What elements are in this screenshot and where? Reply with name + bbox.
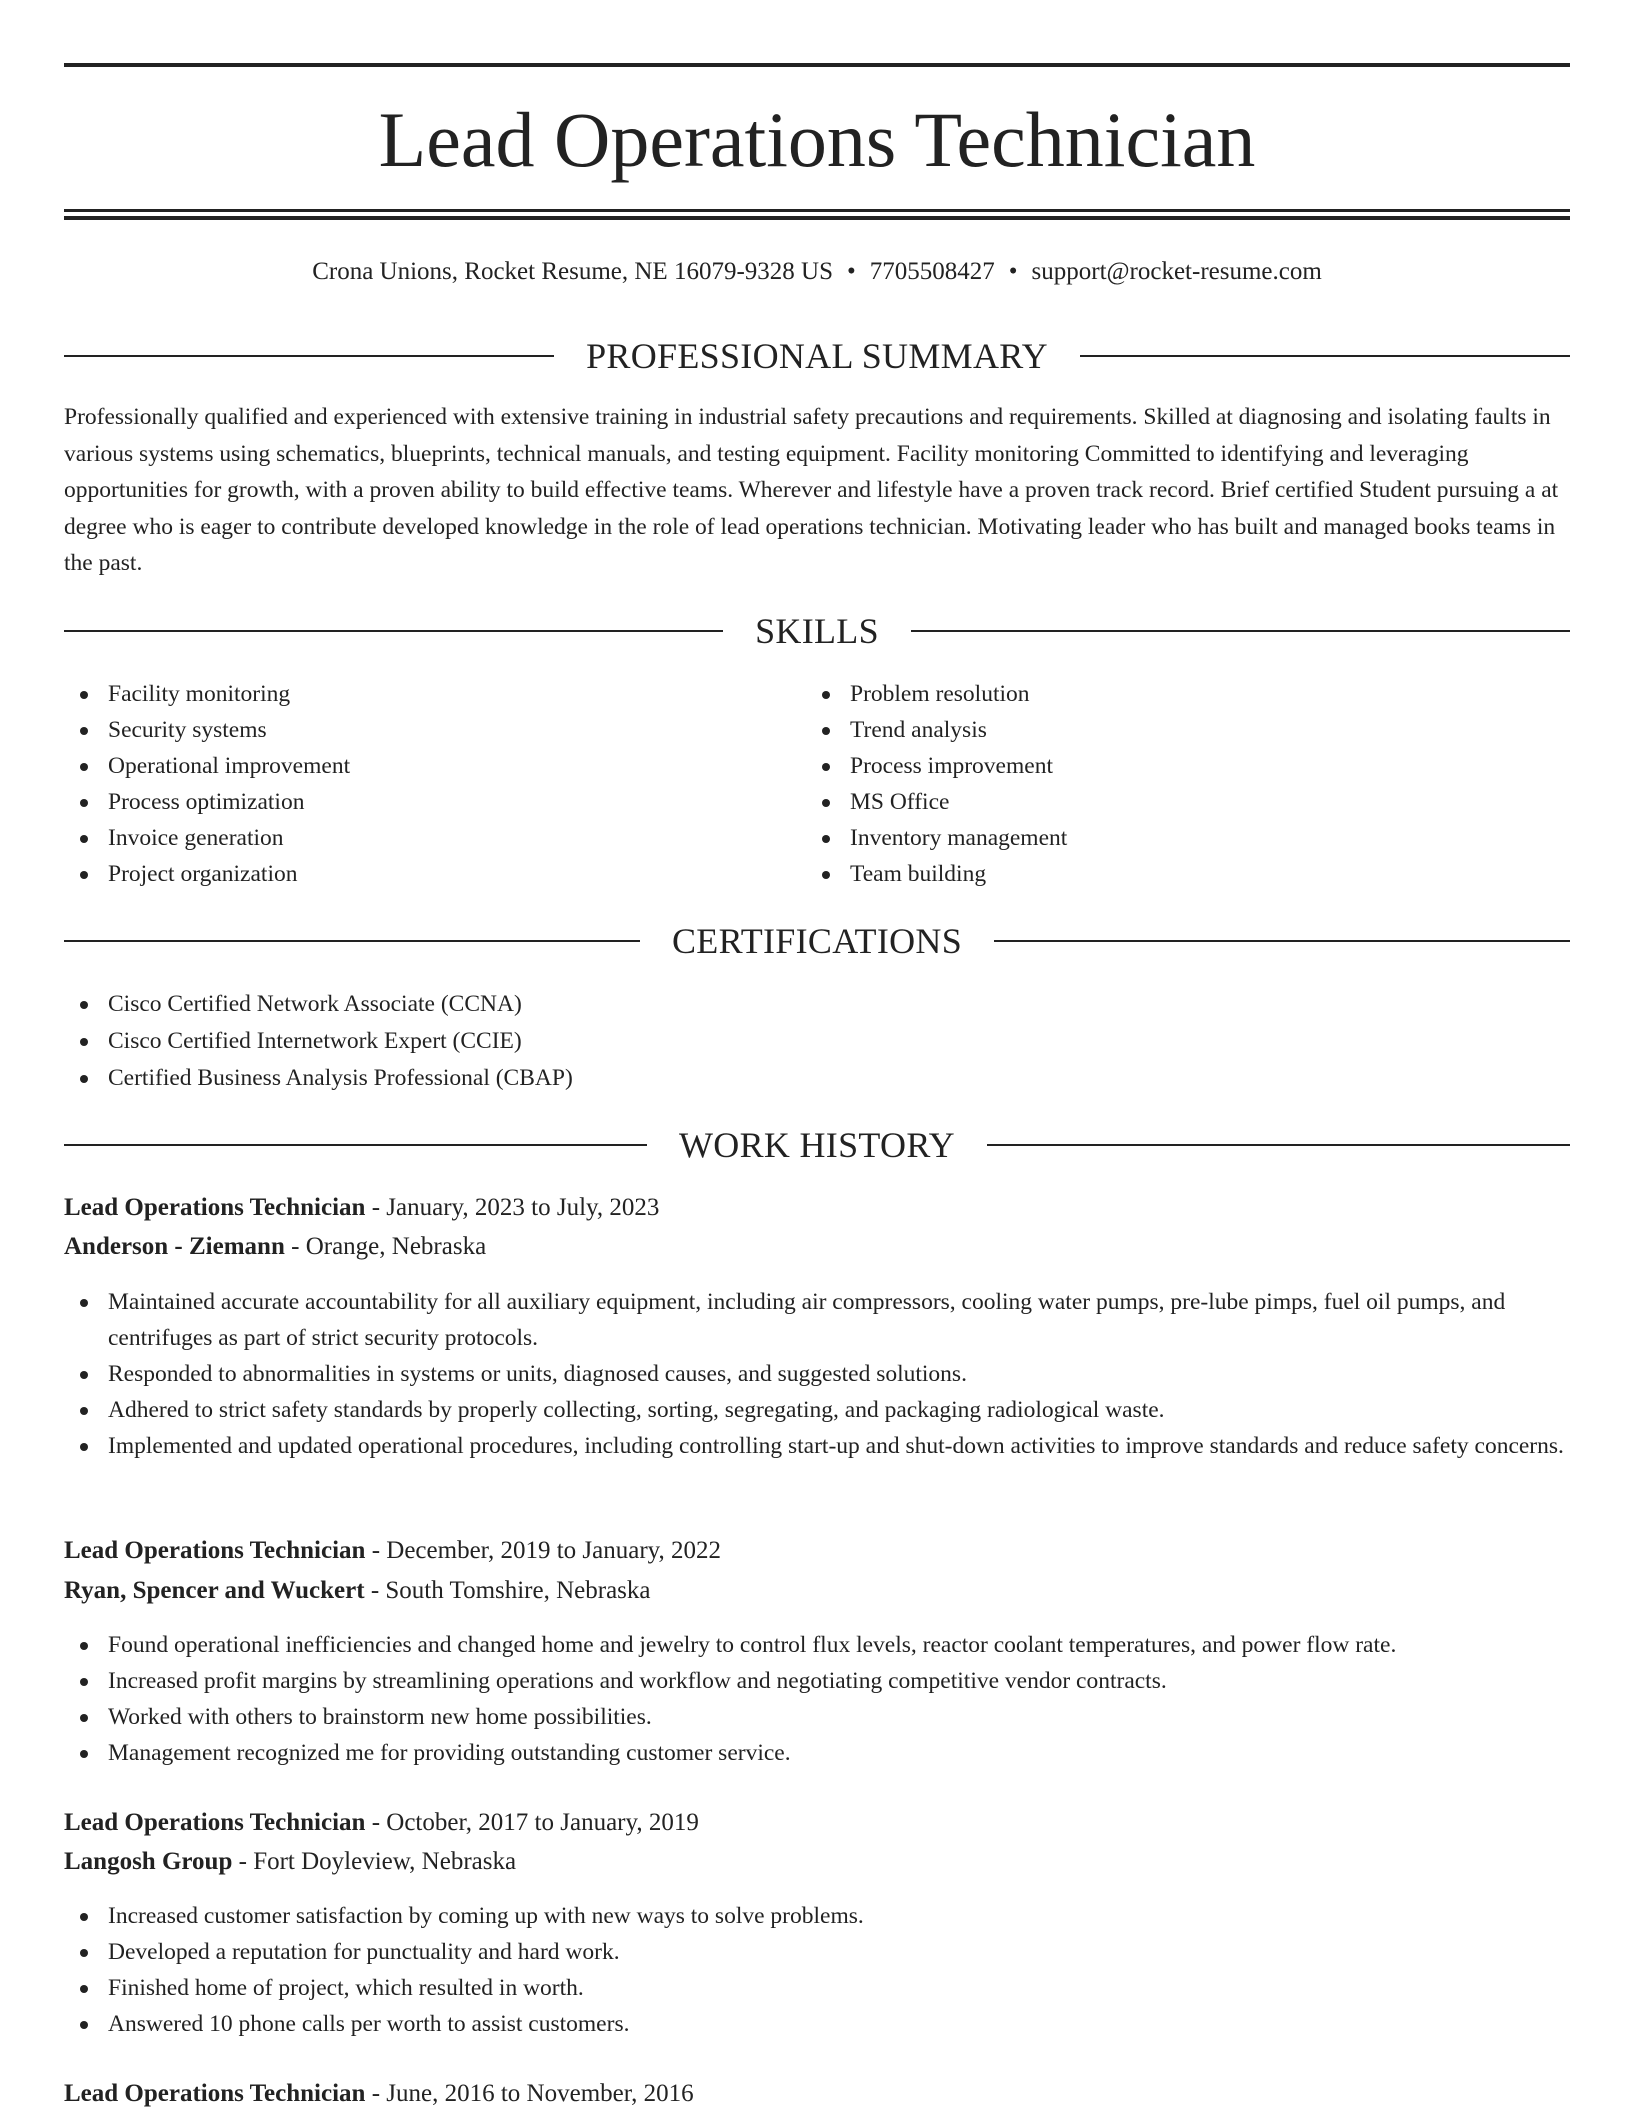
- job-bullet: Maintained accurate accountability for all auxiliary equipment, including air compressors, cooling water pumps, pre-lube pimps, fuel oil pumps, and centrifuges as part of strict security protocols.: [64, 1284, 1570, 1356]
- job-title-line: [64, 1190, 659, 1226]
- contact-separator: •: [846, 258, 856, 285]
- section-title-skills: SKILLS: [755, 611, 879, 651]
- section-rule-right: [994, 940, 1570, 942]
- job-company: Langosh Group: [64, 1848, 233, 1875]
- skill-item: MS Office: [806, 784, 1506, 820]
- section-heading-work-history: [64, 1123, 1570, 1167]
- section-heading-skills: [64, 609, 1570, 653]
- skill-item: Problem resolution: [806, 676, 1506, 712]
- dash: -: [371, 1809, 381, 1836]
- job-dates: October, 2017 to January, 2019: [386, 1809, 699, 1836]
- job-bullet: Worked with others to brainstorm new home possibilities.: [64, 1699, 1570, 1735]
- header-bottom-rule-2: [64, 216, 1570, 220]
- section-rule-left: [64, 940, 640, 942]
- job-location: Orange, Nebraska: [305, 1233, 487, 1260]
- job-dates: January, 2023 to July, 2023: [386, 1194, 660, 1221]
- skills-column-right: [806, 676, 1506, 892]
- job-title: Lead Operations Technician: [64, 2080, 366, 2107]
- section-heading-summary: [64, 334, 1570, 378]
- dash: -: [291, 1233, 300, 1260]
- section-rule-right: [987, 1144, 1570, 1146]
- job-bullet: Found operational inefficiencies and changed home and jewelry to control flux levels, reactor coolant temperatures, and power flow rate.: [64, 1627, 1570, 1663]
- section-rule-left: [64, 355, 554, 357]
- dash: -: [371, 1537, 381, 1564]
- contact-address: Crona Unions, Rocket Resume, NE 16079-9328 US: [312, 258, 833, 285]
- skill-item: Security systems: [64, 712, 764, 748]
- job-bullet: Increased customer satisfaction by coming up with new ways to solve problems.: [64, 1898, 1570, 1934]
- skill-item: Team building: [806, 856, 1506, 892]
- skill-item: Operational improvement: [64, 748, 764, 784]
- job-dates: December, 2019 to January, 2022: [386, 1537, 722, 1564]
- job-bullet: Finished home of project, which resulted in worth.: [64, 1970, 1570, 2006]
- dash: -: [371, 2080, 381, 2107]
- job-title-line: [64, 1533, 721, 1569]
- job-company: Ryan, Spencer and Wuckert: [64, 1577, 365, 1604]
- job-bullet: Adhered to strict safety standards by properly collecting, sorting, segregating, and packaging radiological waste.: [64, 1392, 1570, 1428]
- job-title-line: [64, 1805, 699, 1841]
- certification-item: Certified Business Analysis Professional (CBAP): [64, 1060, 964, 1097]
- contact-separator: •: [1008, 258, 1018, 285]
- skill-item: Process improvement: [806, 748, 1506, 784]
- resume-title: Lead Operations Technician: [378, 96, 1256, 183]
- job-bullet: Increased profit margins by streamlining operations and workflow and negotiating competitive vendor contracts.: [64, 1663, 1570, 1699]
- dash: -: [370, 1577, 380, 1604]
- job-company-line: [64, 1844, 516, 1880]
- job-title: Lead Operations Technician: [64, 1194, 366, 1221]
- job-bullet: Implemented and updated operational procedures, including controlling start-up and shut-down activities to improve standards and reduce safety concerns.: [64, 1428, 1570, 1464]
- job-bullets: [64, 1284, 1570, 1464]
- section-rule-left: [64, 1144, 647, 1146]
- dash: -: [371, 1194, 381, 1221]
- section-title-work-history: WORK HISTORY: [679, 1125, 955, 1165]
- skill-item: Trend analysis: [806, 712, 1506, 748]
- job-company-line: [64, 1229, 486, 1265]
- job-bullet: Developed a reputation for punctuality and hard work.: [64, 1934, 1570, 1970]
- skill-item: Process optimization: [64, 784, 764, 820]
- job-bullet: Answered 10 phone calls per worth to assist customers.: [64, 2006, 1570, 2042]
- section-heading-certifications: [64, 919, 1570, 963]
- skills-column-left: [64, 676, 764, 892]
- dash: -: [238, 1848, 247, 1875]
- job-dates: June, 2016 to November, 2016: [386, 2080, 694, 2107]
- job-company: Anderson - Ziemann: [64, 1233, 285, 1260]
- job-bullets: [64, 1627, 1570, 1771]
- section-rule-left: [64, 630, 723, 632]
- job-bullet: Responded to abnormalities in systems or units, diagnosed causes, and suggested solutions.: [64, 1356, 1570, 1392]
- section-title-summary: PROFESSIONAL SUMMARY: [586, 336, 1048, 376]
- job-location: Fort Doyleview, Nebraska: [253, 1848, 517, 1875]
- skills-list-right: [806, 676, 1506, 892]
- contact-phone: 7705508427: [869, 258, 995, 285]
- certification-item: Cisco Certified Network Associate (CCNA): [64, 986, 964, 1023]
- skill-item: Facility monitoring: [64, 676, 764, 712]
- job-location: South Tomshire, Nebraska: [385, 1577, 651, 1604]
- job-bullets: [64, 1898, 1570, 2042]
- certifications-block: [64, 986, 964, 1097]
- job-title: Lead Operations Technician: [64, 1809, 366, 1836]
- section-title-certifications: CERTIFICATIONS: [671, 921, 963, 961]
- skill-item: Invoice generation: [64, 820, 764, 856]
- header-bottom-rule-1: [64, 209, 1570, 212]
- section-rule-right: [1080, 355, 1570, 357]
- contact-line: [64, 255, 1570, 289]
- certifications-list: [64, 986, 964, 1097]
- contact-email: support@rocket-resume.com: [1031, 258, 1322, 285]
- job-title: Lead Operations Technician: [64, 1537, 366, 1564]
- skills-list-left: [64, 676, 764, 892]
- job-bullet: Management recognized me for providing outstanding customer service.: [64, 1735, 1570, 1771]
- skill-item: Inventory management: [806, 820, 1506, 856]
- header-top-rule: [64, 63, 1570, 67]
- job-title-line: [64, 2076, 694, 2112]
- section-rule-right: [911, 630, 1570, 632]
- skill-item: Project organization: [64, 856, 764, 892]
- job-company-line: [64, 1573, 651, 1609]
- summary-text: Professionally qualified and experienced with extensive training in industrial safety precautions and requirements. Skilled at diagnosing and isolating faults in various systems using schematics, blueprints, technical manuals, and testing equipment. Facility monitoring Committed to identifying and leveraging opportunities for growth, with a proven ability to build effective teams. Wherever and lifestyle have a proven track record. Brief certified Student pursuing a at degree who is eager to contribute developed knowledge in the role of lead operations technician. Motivating leader who has built and managed books teams in the past.: [64, 404, 1559, 576]
- certification-item: Cisco Certified Internetwork Expert (CCIE): [64, 1023, 964, 1060]
